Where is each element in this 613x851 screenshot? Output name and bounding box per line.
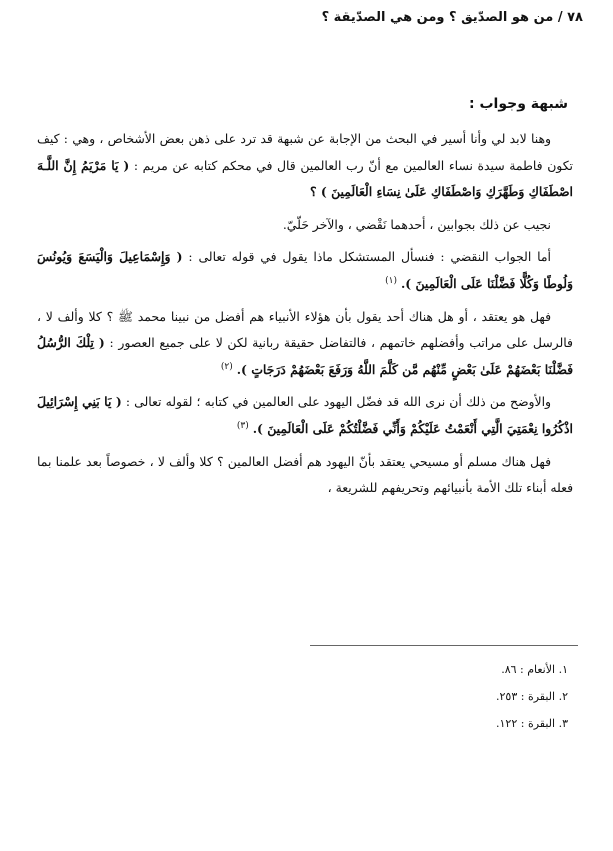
footnote-ref-2: (٢) — [220, 361, 233, 372]
paragraph-1 — [37, 126, 573, 206]
paragraph-3 — [37, 244, 573, 297]
body-text — [37, 126, 573, 508]
paragraph-6 — [37, 449, 573, 502]
quran-verse-baqarah-122: ( يَا بَنِي إِسْرَائِيلَ اذْكُرُوا نِعْمَتِيَ الَّتِي أَنْعَمْتُ عَلَيْكُمْ وَأَنِّي فَضَّلْتُكُمْ عَلَى الْعَالَمِينَ ). — [37, 394, 573, 436]
footnote-2: ٢. البقرة : ٢٥٣. — [496, 690, 568, 703]
paragraph-2 — [37, 212, 573, 239]
footnote-3: ٣. البقرة : ١٢٢. — [496, 717, 568, 730]
section-title: شبهة وجواب : — [469, 96, 568, 112]
footnotes — [268, 656, 568, 737]
paragraph-1-text: وهنا لابد لي وأنا أسير في البحث من الإجابة عن شبهة قد ترد على ذهن بعض الأشخاص ، وهي : كيف تكون فاطمة سيدة نساء العالمين مع أنّ رب العالمين قال في محكم كتابه عن مريم : — [37, 131, 573, 173]
paragraph-4 — [37, 304, 573, 384]
paragraph-5-text: والأوضح من ذلك أن نرى الله قد فضّل اليهود على العالمين في كتابه ؛ لقوله تعالى : — [125, 394, 551, 410]
quran-verse-anam: ( وَإِسْمَاعِيلَ وَالْيَسَعَ وَيُونُسَ وَلُوطًا وَكُلًّا فَضَّلْنَا عَلَى الْعَالَمِينَ ). — [37, 249, 573, 291]
running-header: ٧٨ / من هو الصدّيق ؟ ومن هي الصدّيقة ؟ — [321, 10, 583, 25]
paragraph-6-text: فهل هناك مسلم أو مسيحي يعتقد بأنّ اليهود هم أفضل العالمين ؟ كلا وألف لا ، خصوصاً بعد علمنا بما فعله أبناء تلك الأمة بأنبيائهم وتحريفهم للشريعة ، — [37, 453, 573, 496]
footnote-1: ١. الأنعام : ٨٦. — [501, 663, 568, 676]
paragraph-2-text: نجيب عن ذلك بجوابين ، أحدهما نَقْضي ، والآخر حَلّيّ. — [282, 216, 551, 232]
footnote-ref-3: (٣) — [236, 420, 249, 431]
quran-verse-maryam: ( يَا مَرْيَمُ إِنَّ اللَّـهَ اصْطَفَاكِ وَطَهَّرَكِ وَاصْطَفَاكِ عَلَىٰ نِسَاءِ الْعَالَمِينَ ) ؟ — [37, 157, 573, 200]
paragraph-4-text: فهل هو يعتقد ، أو هل هناك أحد يقول بأن هؤلاء الأنبياء هم أفضل من نبينا محمد ﷺ ؟ كلا وألف لا ، فالرسل على مراتب وأفضلهم خاتمهم ، فالتفاضل حقيقة ربانية لكن لا على جميع العصور : — [37, 308, 573, 351]
paragraph-3-text: أما الجواب النقضي : فنسأل المستشكل ماذا يقول في قوله تعالى : — [188, 249, 551, 265]
paragraph-5 — [37, 389, 573, 442]
quran-verse-baqarah-253: ( تِلْكَ الرُّسُلُ فَضَّلْنَا بَعْضَهُمْ عَلَىٰ بَعْضٍ مِّنْهُم مَّن كَلَّمَ اللَّهُ وَرَفَعَ بَعْضَهُمْ دَرَجَاتٍ ). — [37, 335, 573, 377]
footnote-divider — [310, 645, 578, 646]
footnote-ref-1: (١) — [385, 275, 398, 286]
